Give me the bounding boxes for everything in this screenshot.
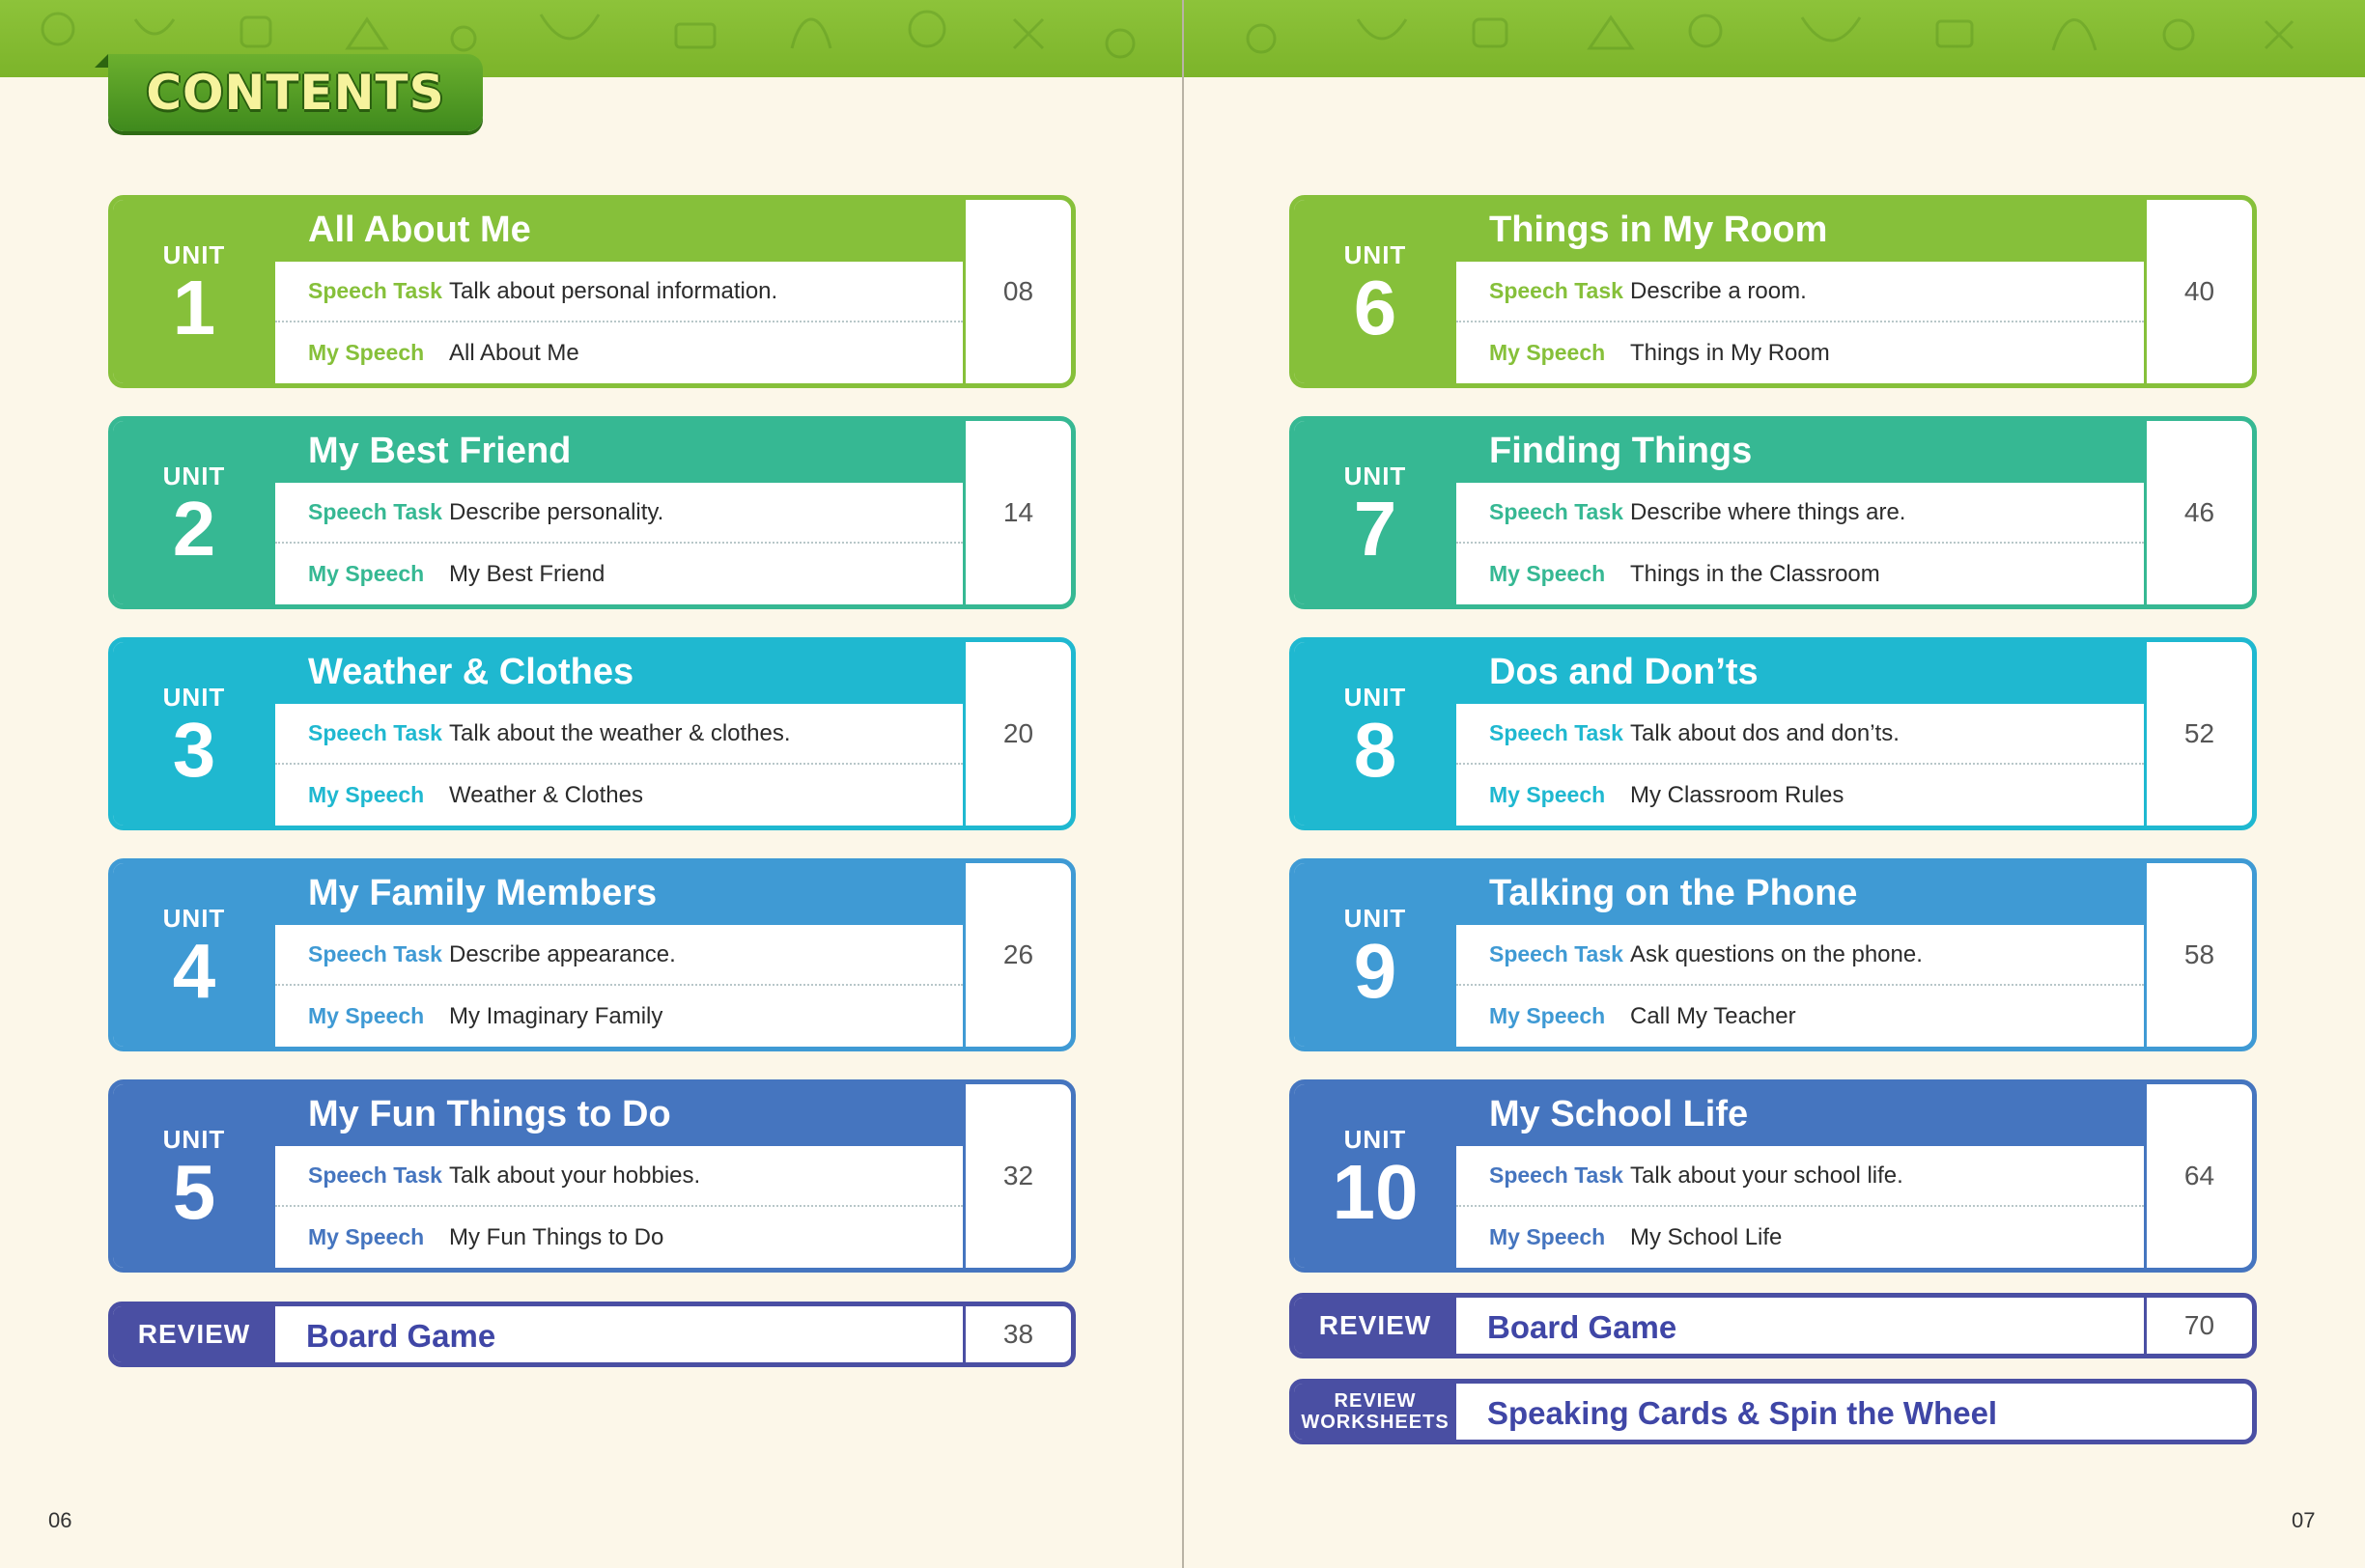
unit-card-7[interactable]	[1289, 416, 2257, 609]
my-speech-text: My Fun Things to Do	[449, 1223, 664, 1250]
unit-card-5[interactable]	[108, 1079, 1076, 1273]
unit-label: UNIT	[162, 904, 226, 933]
speech-task-text: Talk about the weather & clothes.	[449, 719, 791, 746]
speech-task-row	[1456, 704, 2144, 765]
unit-title-bar	[275, 421, 963, 483]
unit-card-10[interactable]	[1289, 1079, 2257, 1273]
my-speech-row	[1456, 322, 2144, 383]
unit-label: UNIT	[1343, 240, 1407, 269]
my-speech-text: All About Me	[449, 339, 579, 366]
review-title: Board Game	[1487, 1309, 1677, 1345]
folio: 07	[2292, 1508, 2316, 1532]
speech-task-label: Speech Task	[308, 1162, 442, 1188]
review-worksheets-label-line1: REVIEW	[1334, 1390, 1417, 1412]
unit-title-bar	[1456, 421, 2144, 483]
review-card[interactable]	[108, 1302, 1076, 1367]
unit-number: 7	[1353, 486, 1397, 572]
unit-number: 9	[1353, 928, 1397, 1014]
speech-task-row	[275, 483, 963, 544]
page-title: CONTENTS	[146, 65, 445, 121]
top-banner	[1184, 0, 2365, 77]
unit-number: 2	[172, 486, 216, 572]
speech-task-row	[275, 925, 963, 986]
speech-task-row	[1456, 1146, 2144, 1207]
review-label: REVIEW	[1294, 1298, 1456, 1354]
unit-number: 5	[172, 1149, 216, 1235]
unit-badge	[113, 642, 275, 826]
unit-label: UNIT	[162, 240, 226, 269]
unit-badge	[1294, 863, 1456, 1047]
page-number: 08	[963, 200, 1071, 383]
unit-badge	[1294, 1084, 1456, 1268]
unit-card-4[interactable]	[108, 858, 1076, 1051]
unit-card-6[interactable]	[1289, 195, 2257, 388]
speech-task-label: Speech Task	[308, 499, 442, 524]
my-speech-label: My Speech	[1489, 561, 1606, 586]
speech-task-text: Describe a room.	[1630, 277, 1807, 304]
unit-badge	[113, 200, 275, 383]
unit-title: Things in My Room	[1489, 210, 1828, 250]
speech-task-label: Speech Task	[308, 941, 442, 966]
left-page	[0, 0, 1182, 1568]
unit-title-bar	[1456, 642, 2144, 704]
unit-number: 1	[172, 265, 216, 350]
speech-task-text: Ask questions on the phone.	[1630, 940, 1923, 967]
speech-task-label: Speech Task	[1489, 278, 1623, 303]
my-speech-label: My Speech	[308, 561, 425, 586]
unit-title: Dos and Don’ts	[1489, 652, 1759, 692]
speech-task-row	[275, 1146, 963, 1207]
unit-number: 4	[172, 928, 216, 1014]
unit-label: UNIT	[1343, 462, 1407, 490]
page-number: 20	[963, 642, 1071, 826]
my-speech-text: Call My Teacher	[1630, 1002, 1796, 1029]
page-number: 26	[963, 863, 1071, 1047]
speech-task-text: Talk about your school life.	[1630, 1162, 1903, 1189]
unit-number: 3	[172, 707, 216, 793]
unit-badge	[1294, 200, 1456, 383]
page-number: 14	[963, 421, 1071, 604]
page-number: 58	[2144, 863, 2252, 1047]
unit-title: My School Life	[1489, 1094, 1749, 1134]
speech-task-text: Talk about dos and don’ts.	[1630, 719, 1900, 746]
my-speech-text: Things in My Room	[1630, 339, 1830, 366]
review-worksheets-label-line2: WORKSHEETS	[1301, 1412, 1450, 1433]
speech-task-row	[1456, 925, 2144, 986]
my-speech-label: My Speech	[1489, 782, 1606, 807]
unit-label: UNIT	[162, 683, 226, 712]
my-speech-label: My Speech	[1489, 1224, 1606, 1249]
my-speech-row	[1456, 544, 2144, 604]
unit-card-9[interactable]	[1289, 858, 2257, 1051]
unit-title-bar	[275, 1084, 963, 1146]
my-speech-text: Weather & Clothes	[449, 781, 643, 808]
page-number: 64	[2144, 1084, 2252, 1268]
my-speech-text: Things in the Classroom	[1630, 560, 1880, 587]
my-speech-label: My Speech	[308, 782, 425, 807]
unit-number: 10	[1332, 1149, 1419, 1235]
speech-task-label: Speech Task	[1489, 1162, 1623, 1188]
contents-tab	[108, 54, 483, 131]
my-speech-label: My Speech	[1489, 340, 1606, 365]
page-number: 70	[2144, 1298, 2252, 1354]
page-number: 40	[2144, 200, 2252, 383]
speech-task-text: Describe appearance.	[449, 940, 676, 967]
page-number: 32	[963, 1084, 1071, 1268]
unit-title: My Best Friend	[308, 431, 572, 471]
my-speech-text: My School Life	[1630, 1223, 1783, 1250]
unit-number: 8	[1353, 707, 1397, 793]
my-speech-label: My Speech	[308, 340, 425, 365]
my-speech-row	[275, 544, 963, 604]
my-speech-row	[1456, 986, 2144, 1047]
speech-task-text: Talk about your hobbies.	[449, 1162, 701, 1189]
unit-title: Finding Things	[1489, 431, 1753, 471]
speech-task-label: Speech Task	[1489, 941, 1623, 966]
unit-title-bar	[1456, 200, 2144, 262]
unit-title-bar	[1456, 863, 2144, 925]
my-speech-row	[275, 986, 963, 1047]
my-speech-text: My Imaginary Family	[449, 1002, 663, 1029]
unit-badge	[113, 863, 275, 1047]
unit-card-2[interactable]	[108, 416, 1076, 609]
speech-task-row	[1456, 483, 2144, 544]
my-speech-row	[1456, 765, 2144, 826]
my-speech-label: My Speech	[308, 1003, 425, 1028]
review-worksheets-card[interactable]	[1289, 1379, 2257, 1444]
unit-badge	[113, 421, 275, 604]
unit-title: My Fun Things to Do	[308, 1094, 671, 1134]
unit-label: UNIT	[162, 462, 226, 490]
review-title: Board Game	[306, 1318, 496, 1354]
unit-card-1[interactable]	[108, 195, 1076, 388]
unit-title: Weather & Clothes	[308, 652, 634, 692]
my-speech-label: My Speech	[308, 1224, 425, 1249]
unit-title-bar	[275, 642, 963, 704]
review-worksheets-title: Speaking Cards & Spin the Wheel	[1487, 1395, 1998, 1431]
unit-title: My Family Members	[308, 873, 658, 913]
right-page	[1184, 0, 2365, 1568]
my-speech-label: My Speech	[1489, 1003, 1606, 1028]
unit-label: UNIT	[1343, 683, 1407, 712]
speech-task-text: Talk about personal information.	[449, 277, 778, 304]
unit-label: UNIT	[1343, 904, 1407, 933]
unit-badge	[1294, 421, 1456, 604]
review-worksheets-label	[1294, 1384, 1456, 1440]
review-card[interactable]	[1289, 1293, 2257, 1358]
unit-number: 6	[1353, 265, 1397, 350]
speech-task-label: Speech Task	[1489, 499, 1623, 524]
folio: 06	[48, 1508, 72, 1532]
unit-badge	[1294, 642, 1456, 826]
speech-task-row	[275, 262, 963, 322]
speech-task-text: Describe personality.	[449, 498, 664, 525]
unit-card-8[interactable]	[1289, 637, 2257, 830]
unit-title-bar	[275, 863, 963, 925]
unit-badge	[113, 1084, 275, 1268]
my-speech-text: My Classroom Rules	[1630, 781, 1844, 808]
unit-label: UNIT	[1343, 1125, 1407, 1154]
speech-task-row	[275, 704, 963, 765]
speech-task-text: Describe where things are.	[1630, 498, 1906, 525]
unit-card-3[interactable]	[108, 637, 1076, 830]
unit-title-bar	[1456, 1084, 2144, 1146]
page-number: 38	[963, 1306, 1071, 1362]
unit-title-bar	[275, 200, 963, 262]
speech-task-label: Speech Task	[308, 720, 442, 745]
speech-task-label: Speech Task	[308, 278, 442, 303]
doodle-pattern	[1184, 0, 2365, 77]
unit-title: All About Me	[308, 210, 531, 250]
page-number: 52	[2144, 642, 2252, 826]
my-speech-row	[275, 765, 963, 826]
speech-task-row	[1456, 262, 2144, 322]
my-speech-row	[275, 1207, 963, 1268]
unit-label: UNIT	[162, 1125, 226, 1154]
my-speech-text: My Best Friend	[449, 560, 605, 587]
page-number: 46	[2144, 421, 2252, 604]
speech-task-label: Speech Task	[1489, 720, 1623, 745]
unit-title: Talking on the Phone	[1489, 873, 1858, 913]
my-speech-row	[275, 322, 963, 383]
review-label: REVIEW	[113, 1306, 275, 1362]
my-speech-row	[1456, 1207, 2144, 1268]
